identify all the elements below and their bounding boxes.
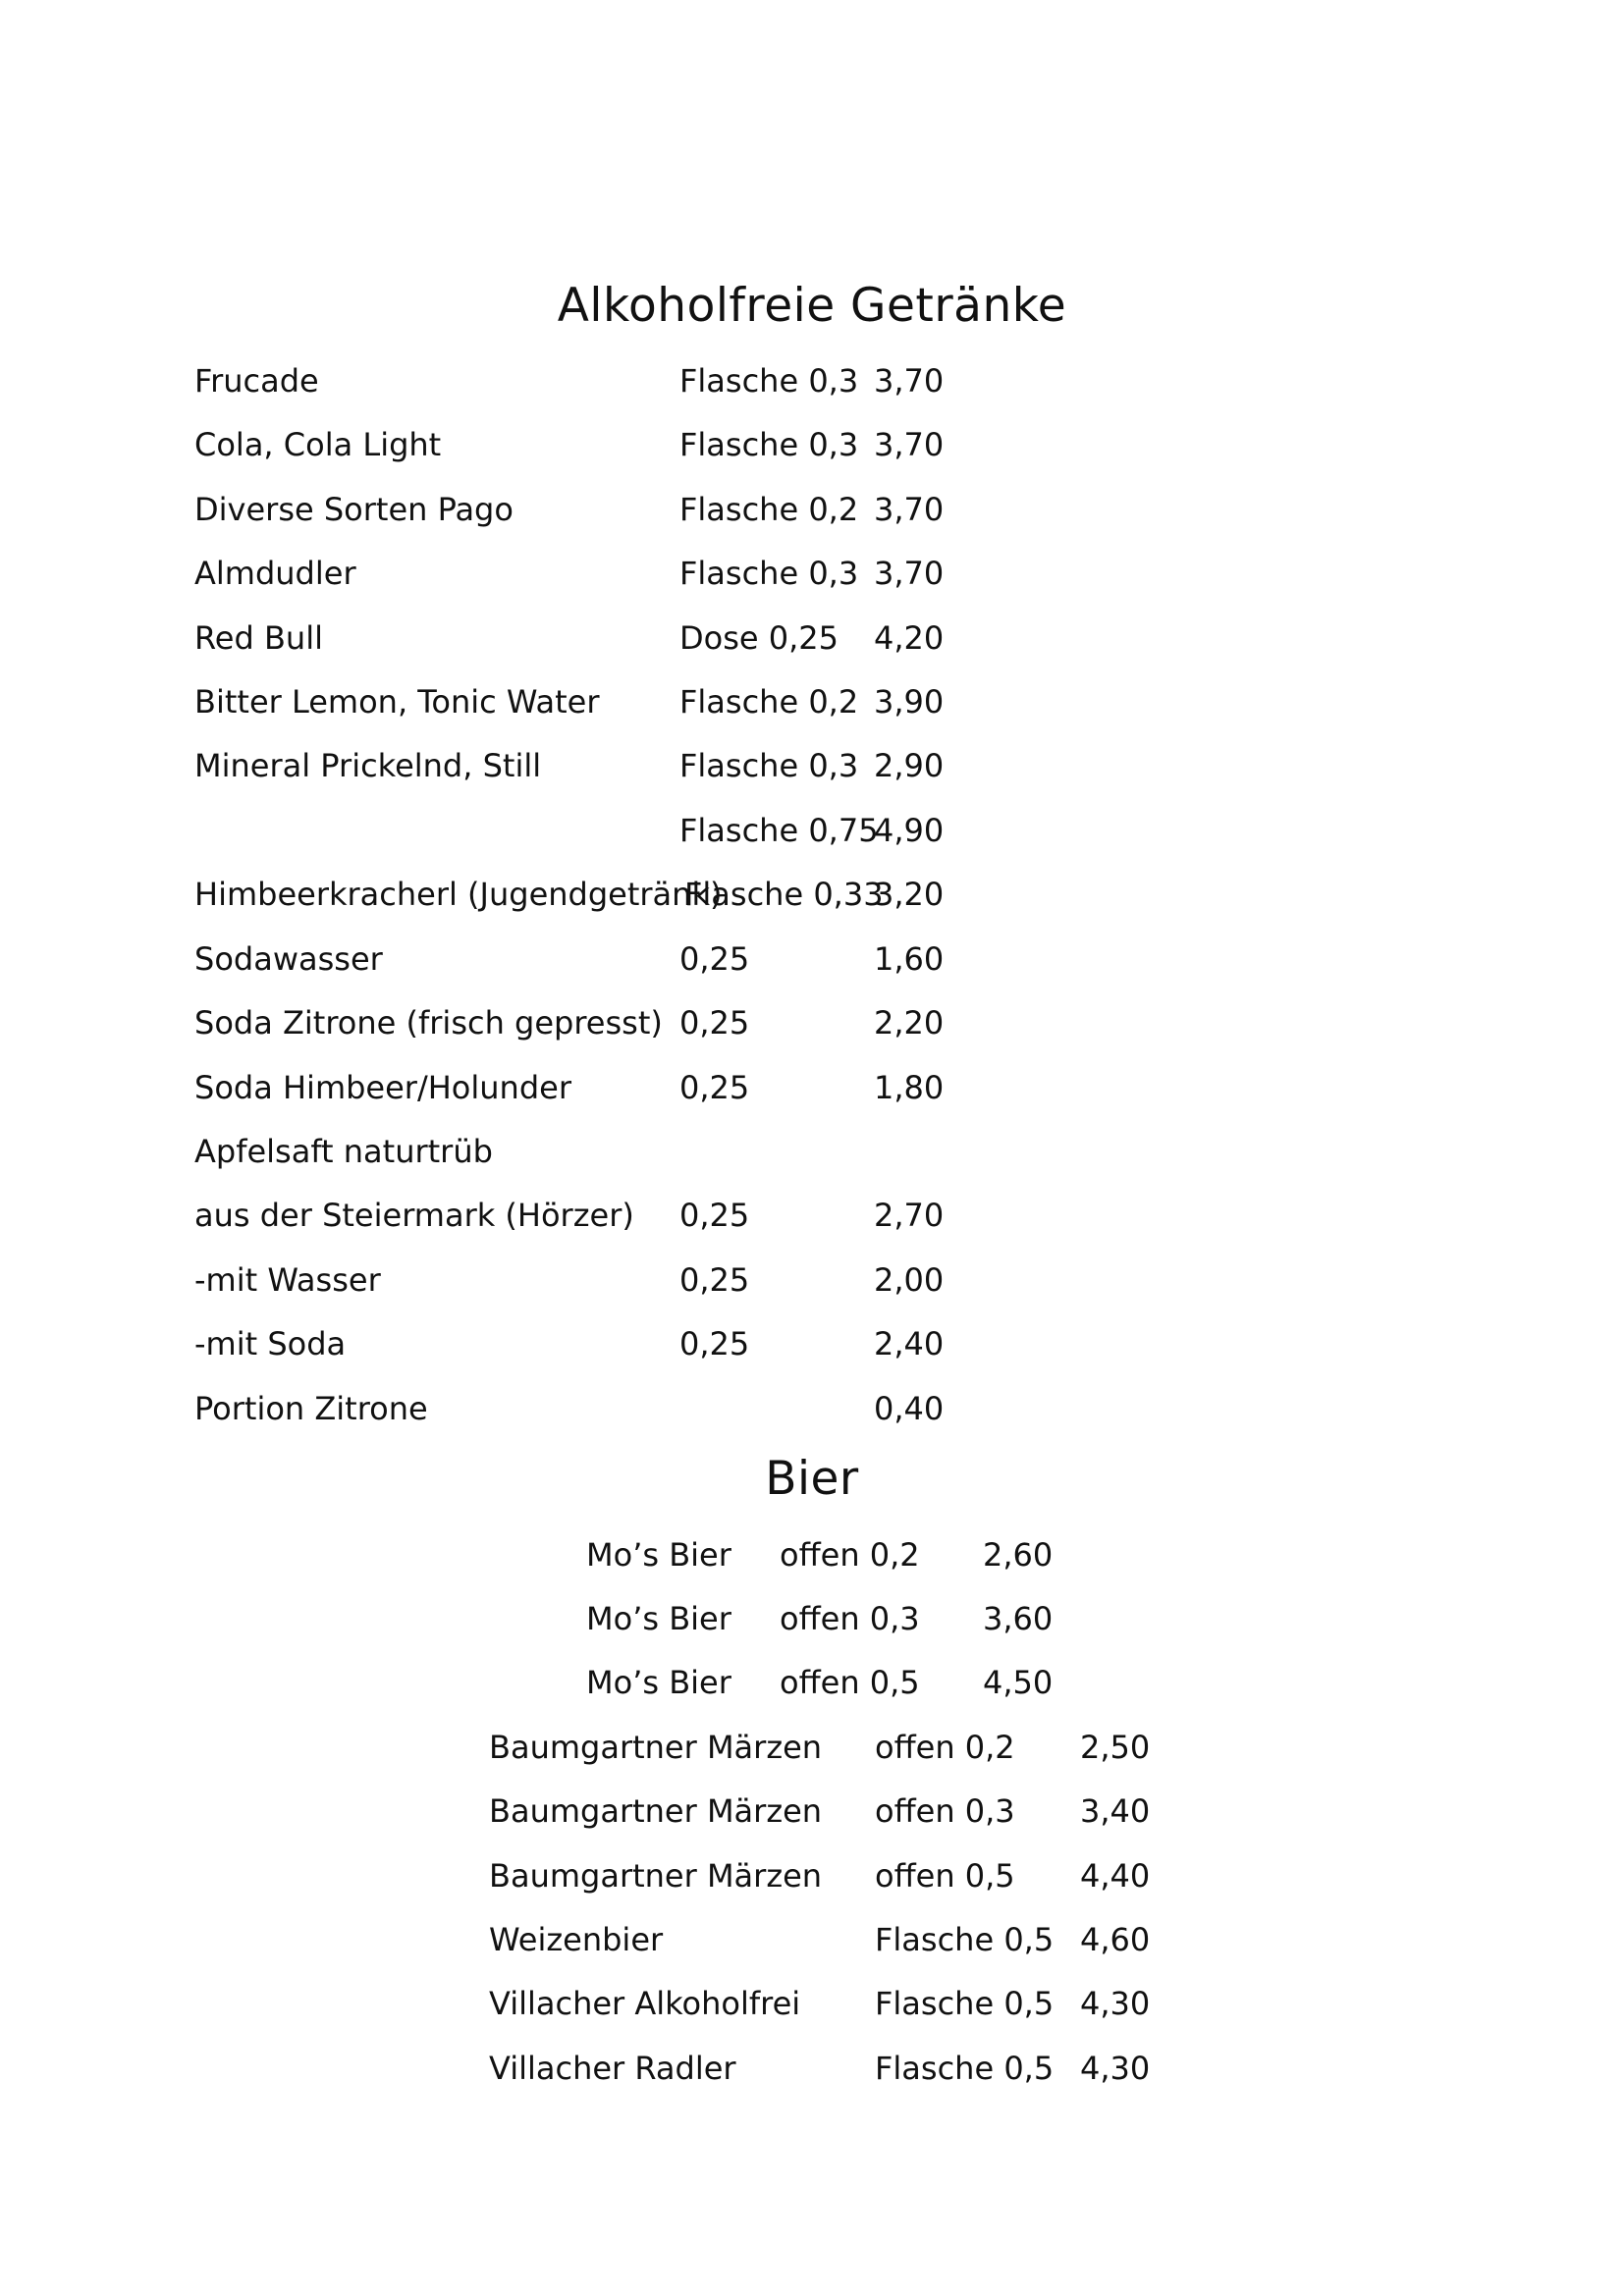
item-name: Cola, Cola Light bbox=[194, 426, 442, 463]
item-size: offen 0,5 bbox=[780, 1664, 920, 1701]
item-price: 3,20 bbox=[874, 876, 945, 913]
item-size: 0,25 bbox=[679, 940, 750, 978]
item-name: Mo’s Bier bbox=[586, 1536, 731, 1574]
item-price: 1,80 bbox=[874, 1069, 945, 1106]
item-price: 2,90 bbox=[874, 747, 945, 784]
item-name: Mineral Prickelnd, Still bbox=[194, 747, 542, 784]
item-name: Mo’s Bier bbox=[586, 1664, 731, 1701]
item-size: Flasche 0,5 bbox=[875, 1921, 1055, 1958]
item-price: 3,60 bbox=[983, 1600, 1054, 1637]
item-name: Baumgartner Märzen bbox=[489, 1857, 823, 1895]
item-name: Mo’s Bier bbox=[586, 1600, 731, 1637]
item-price: 2,40 bbox=[874, 1325, 945, 1362]
section-title-bier: Bier bbox=[765, 1452, 859, 1506]
item-price: 2,00 bbox=[874, 1261, 945, 1299]
item-name: Himbeerkracherl (Jugendgetränk) bbox=[194, 876, 723, 913]
item-size: Flasche 0,75 bbox=[679, 812, 879, 849]
item-size: Flasche 0,5 bbox=[875, 1985, 1055, 2022]
item-price: 3,70 bbox=[874, 491, 945, 528]
item-price: 0,40 bbox=[874, 1390, 945, 1427]
item-price: 3,70 bbox=[874, 555, 945, 592]
item-name: -mit Soda bbox=[194, 1325, 347, 1362]
item-size: Flasche 0,5 bbox=[875, 2050, 1055, 2087]
item-price: 2,20 bbox=[874, 1004, 945, 1041]
item-size: offen 0,2 bbox=[875, 1729, 1015, 1766]
item-name: Villacher Radler bbox=[489, 2050, 736, 2087]
item-size: 0,25 bbox=[679, 1069, 750, 1106]
item-name: Diverse Sorten Pago bbox=[194, 491, 514, 528]
item-size: Flasche 0,3 bbox=[679, 555, 859, 592]
item-size: Flasche 0,2 bbox=[679, 683, 859, 721]
item-name: Sodawasser bbox=[194, 940, 383, 978]
item-size: Flasche 0,3 bbox=[679, 362, 859, 400]
item-price: 4,30 bbox=[1080, 1985, 1151, 2022]
item-size: 0,25 bbox=[679, 1004, 750, 1041]
item-price: 4,50 bbox=[983, 1664, 1054, 1701]
item-size: Flasche 0,3 bbox=[679, 747, 859, 784]
item-name: Weizenbier bbox=[489, 1921, 664, 1958]
item-price: 3,40 bbox=[1080, 1792, 1151, 1830]
item-name: Almdudler bbox=[194, 555, 356, 592]
item-size: offen 0,3 bbox=[780, 1600, 920, 1637]
item-price: 4,60 bbox=[1080, 1921, 1151, 1958]
item-price: 1,60 bbox=[874, 940, 945, 978]
item-price: 2,70 bbox=[874, 1197, 945, 1234]
item-size: offen 0,2 bbox=[780, 1536, 920, 1574]
item-size: Dose 0,25 bbox=[679, 619, 839, 657]
item-name: Baumgartner Märzen bbox=[489, 1792, 823, 1830]
item-size: offen 0,5 bbox=[875, 1857, 1015, 1895]
section-title-alkoholfreie-getraenke: Alkoholfreie Getränke bbox=[557, 279, 1067, 333]
item-price: 4,20 bbox=[874, 619, 945, 657]
item-name: Soda Himbeer/Holunder bbox=[194, 1069, 571, 1106]
item-size: 0,25 bbox=[679, 1261, 750, 1299]
item-name: Soda Zitrone (frisch gepresst) bbox=[194, 1004, 663, 1041]
item-price: 3,70 bbox=[874, 362, 945, 400]
item-price: 4,90 bbox=[874, 812, 945, 849]
item-price: 4,30 bbox=[1080, 2050, 1151, 2087]
item-name: aus der Steiermark (Hörzer) bbox=[194, 1197, 634, 1234]
item-size: 0,25 bbox=[679, 1325, 750, 1362]
item-name: Frucade bbox=[194, 362, 319, 400]
item-name: Bitter Lemon, Tonic Water bbox=[194, 683, 600, 721]
item-price: 3,70 bbox=[874, 426, 945, 463]
item-name: Portion Zitrone bbox=[194, 1390, 428, 1427]
item-name: -mit Wasser bbox=[194, 1261, 381, 1299]
item-size: Flasche 0,3 bbox=[679, 426, 859, 463]
item-size: Flasche 0,33 bbox=[684, 876, 884, 913]
item-price: 2,50 bbox=[1080, 1729, 1151, 1766]
item-name: Red Bull bbox=[194, 619, 323, 657]
item-name: Apfelsaft naturtrüb bbox=[194, 1133, 493, 1170]
item-size: offen 0,3 bbox=[875, 1792, 1015, 1830]
item-name: Villacher Alkoholfrei bbox=[489, 1985, 801, 2022]
item-size: 0,25 bbox=[679, 1197, 750, 1234]
item-price: 3,90 bbox=[874, 683, 945, 721]
item-price: 4,40 bbox=[1080, 1857, 1151, 1895]
item-name: Baumgartner Märzen bbox=[489, 1729, 823, 1766]
item-price: 2,60 bbox=[983, 1536, 1054, 1574]
item-size: Flasche 0,2 bbox=[679, 491, 859, 528]
